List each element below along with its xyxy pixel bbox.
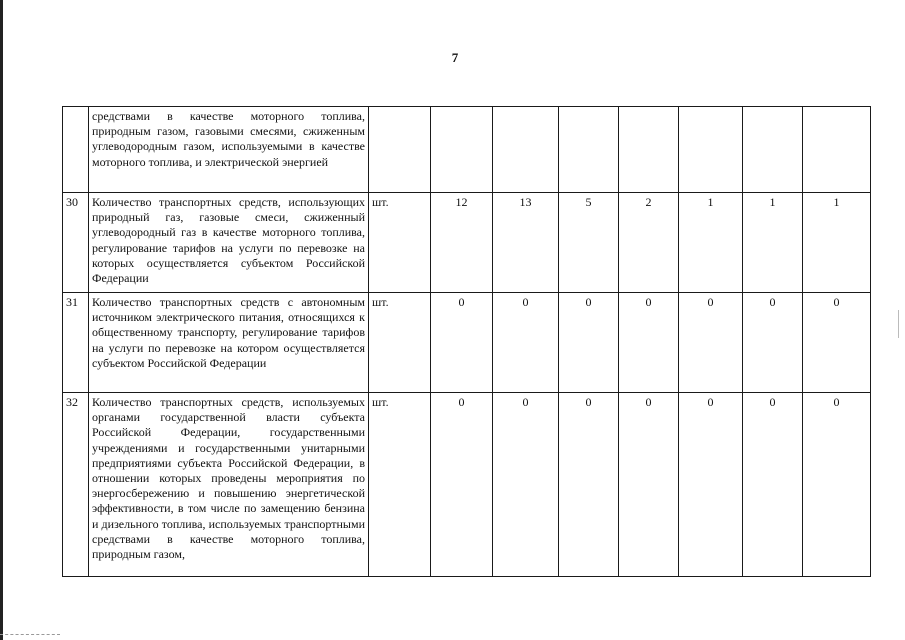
row-number — [63, 107, 89, 193]
row-unit: шт. — [369, 393, 431, 577]
row-value — [431, 107, 493, 193]
row-value: 1 — [803, 193, 871, 293]
row-number: 31 — [63, 293, 89, 393]
row-value: 1 — [743, 193, 803, 293]
row-value: 0 — [679, 393, 743, 577]
row-number: 32 — [63, 393, 89, 577]
row-value: 0 — [803, 293, 871, 393]
table-body — [63, 107, 871, 577]
row-description: Количество транспортных средств, используемых органами государственной власти субъекта Российской Федерации, государственными учреждениями и государственными унитарными предприятиями субъекта Российской Федерации, в отношении которых проведены мероприятия по энергосбережению и повышению энергетической эффективности, в том числе по замещению бензина и дизельного топлива, используемых транспортными средствами в качестве моторного топлива, природным газом, — [89, 393, 369, 577]
row-value — [743, 107, 803, 193]
scan-bottom-mark — [0, 634, 60, 637]
row-value — [619, 107, 679, 193]
row-value — [493, 107, 559, 193]
row-value: 0 — [619, 293, 679, 393]
row-value — [559, 107, 619, 193]
row-value: 0 — [493, 293, 559, 393]
row-value: 0 — [679, 293, 743, 393]
row-value — [803, 107, 871, 193]
row-unit: шт. — [369, 193, 431, 293]
table-row — [63, 293, 871, 393]
row-unit — [369, 107, 431, 193]
row-value: 1 — [679, 193, 743, 293]
row-description: Количество транспортных средств с автономным источником электрического питания, относящихся к общественному транспорту, регулирование тарифов на услуги по перевозке на котором осуществляется субъектом Российской Федерации — [89, 293, 369, 393]
row-value — [679, 107, 743, 193]
row-description: средствами в качестве моторного топлива, природным газом, газовыми смесями, сжиженным углеводородным газом, используемыми в качестве моторного топлива, и электрической энергией — [89, 107, 369, 193]
row-value: 0 — [431, 293, 493, 393]
row-value: 0 — [431, 393, 493, 577]
row-number: 30 — [63, 193, 89, 293]
page-number: 7 — [451, 50, 459, 65]
row-value: 5 — [559, 193, 619, 293]
table-row — [63, 107, 871, 193]
data-table — [62, 106, 871, 577]
row-description: Количество транспортных средств, использующих природный газ, газовые смеси, сжиженный углеводородный газ в качестве моторного топлива, регулирование тарифов на услуги по перевозке на которых осуществляется субъектом Российской Федерации — [89, 193, 369, 293]
row-value: 0 — [559, 393, 619, 577]
scan-right-mark — [898, 310, 899, 338]
row-value: 0 — [803, 393, 871, 577]
row-value: 0 — [493, 393, 559, 577]
row-value: 0 — [743, 293, 803, 393]
scan-left-edge — [0, 0, 3, 640]
row-value: 0 — [559, 293, 619, 393]
row-value: 0 — [619, 393, 679, 577]
table-row — [63, 393, 871, 577]
row-value: 13 — [493, 193, 559, 293]
table-row — [63, 193, 871, 293]
row-value: 2 — [619, 193, 679, 293]
row-value: 0 — [743, 393, 803, 577]
row-value: 12 — [431, 193, 493, 293]
row-unit: шт. — [369, 293, 431, 393]
